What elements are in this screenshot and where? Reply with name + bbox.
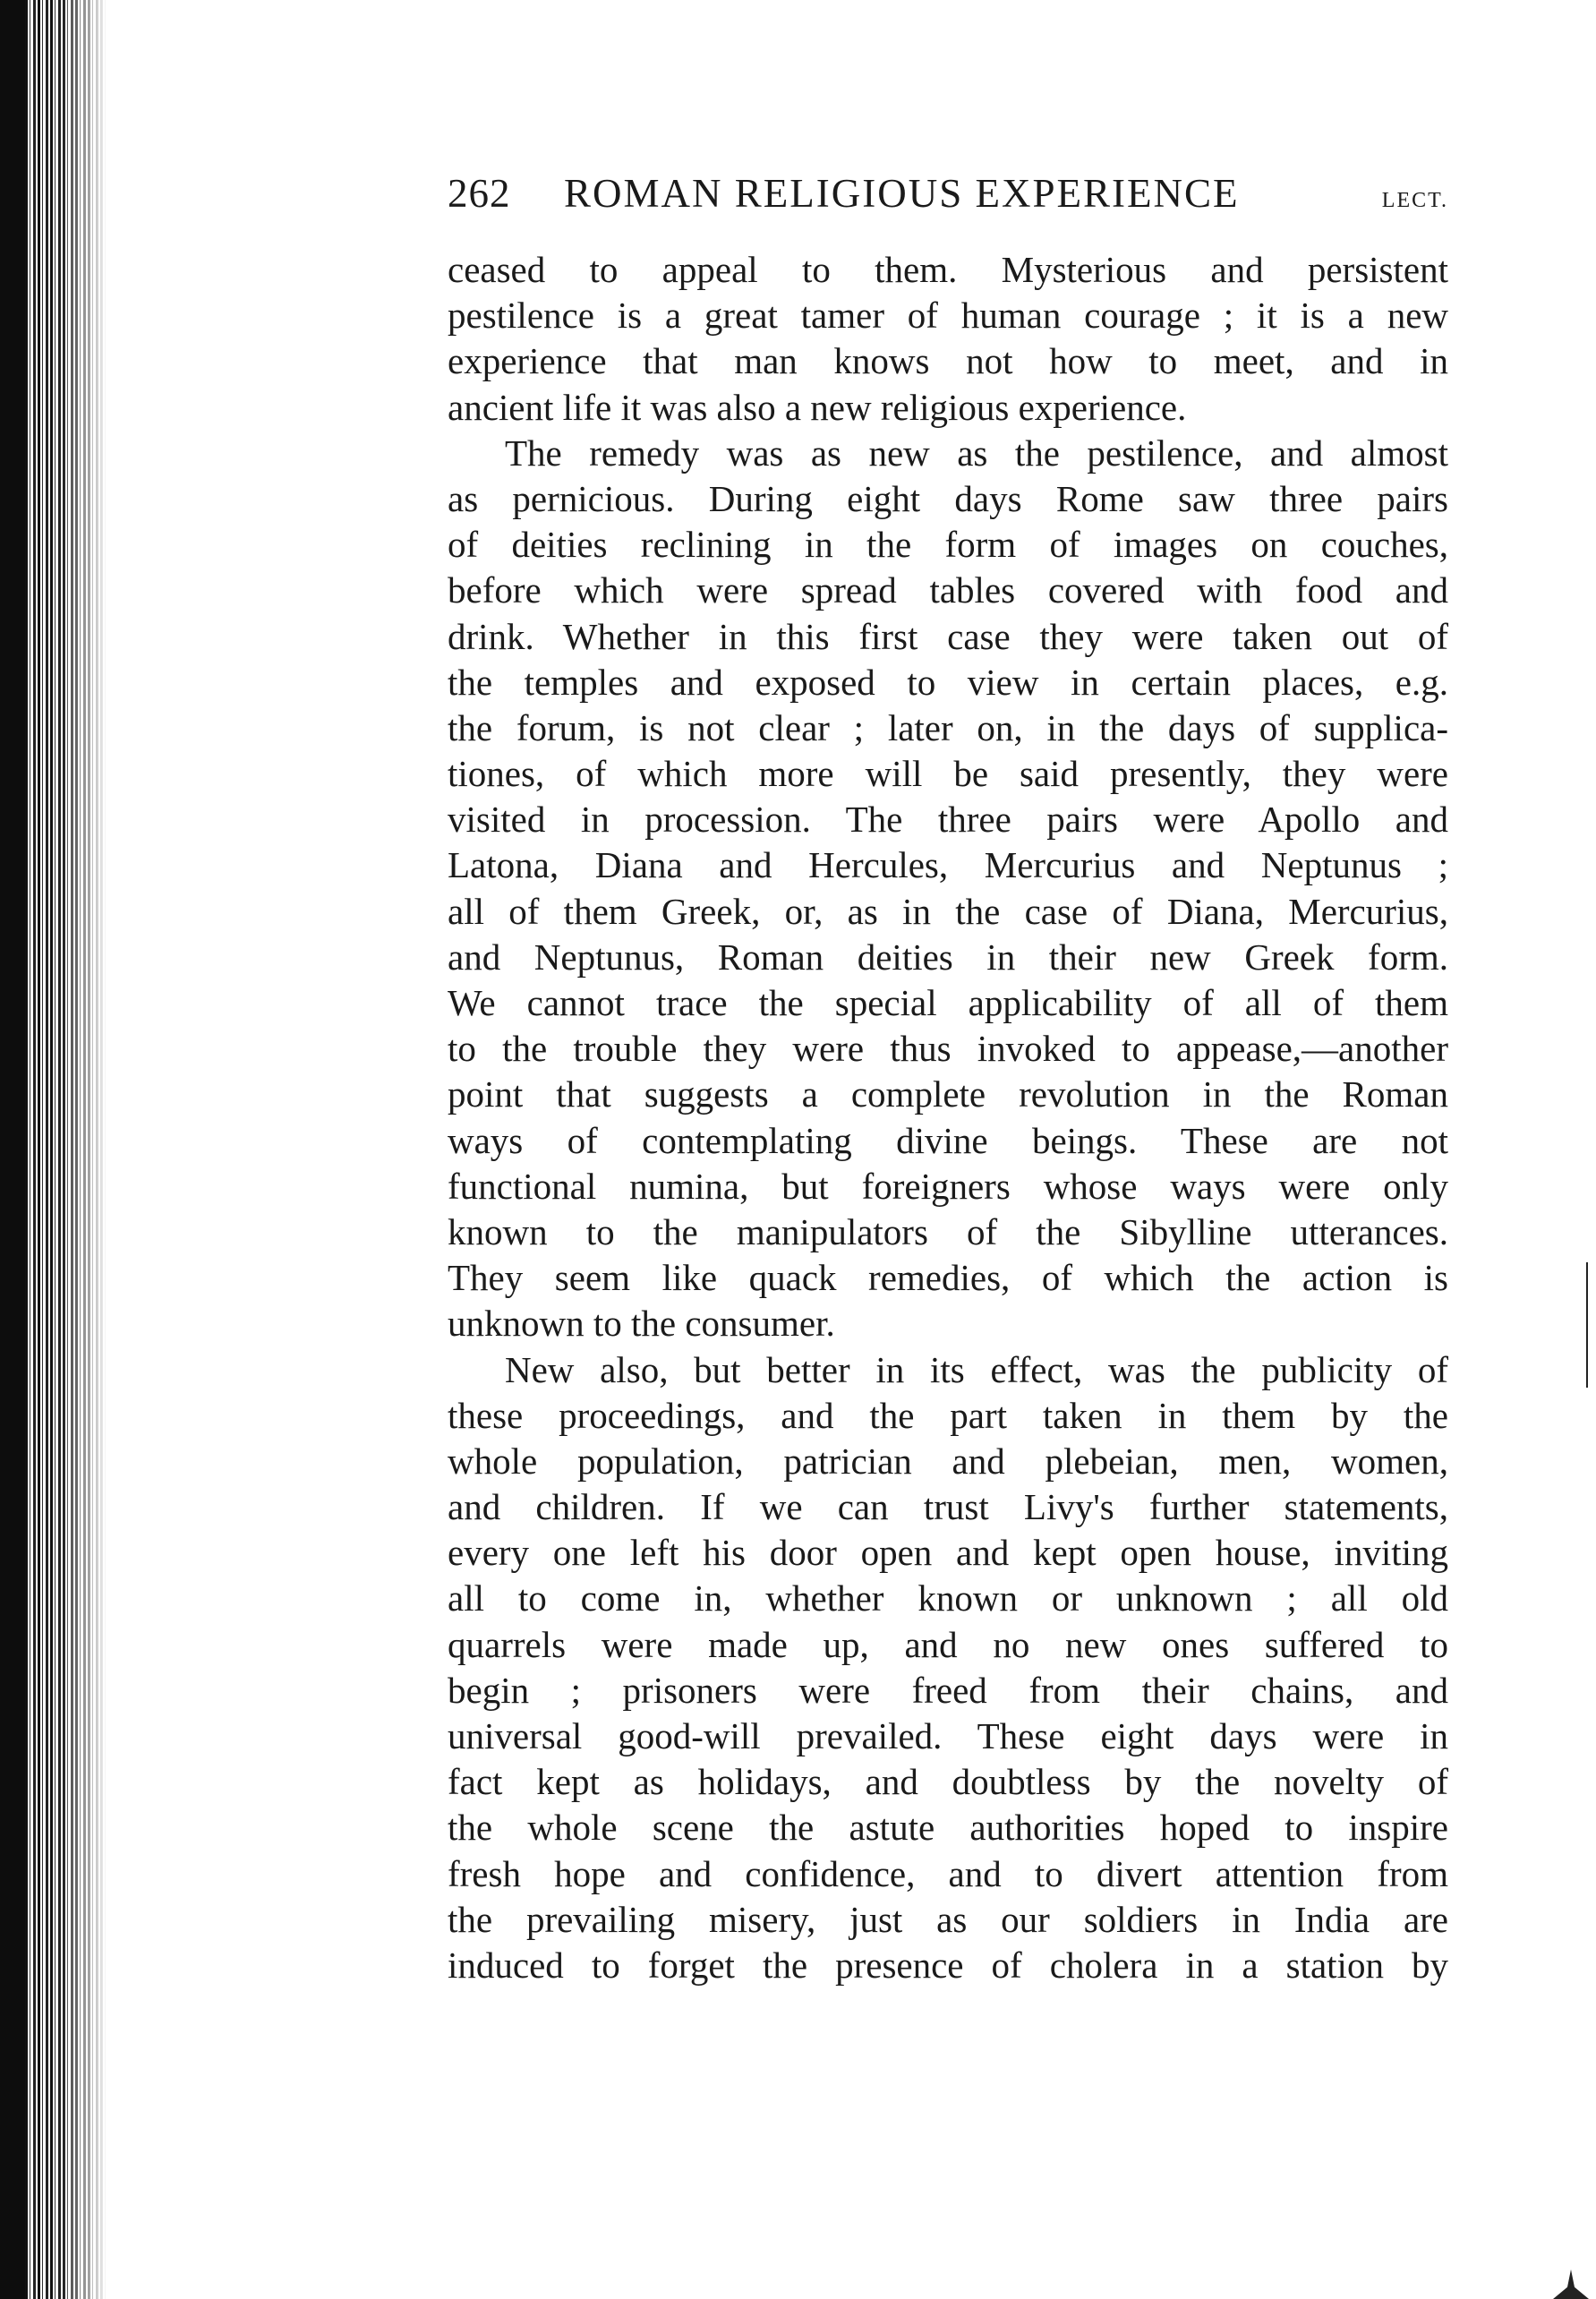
text-line: ceased to appeal to them. Mysterious and persistent <box>448 249 1448 290</box>
text-line: tiones, of which more will be said presently, they were <box>448 753 1448 795</box>
text-line: whole population, patrician and plebeian, men, women, <box>448 1440 1448 1482</box>
text-line: all of them Greek, or, as in the case of Diana, Mercurius, <box>448 890 1448 932</box>
running-head <box>448 170 1448 233</box>
text-line: Latona, Diana and Hercules, Mercurius and Neptunus ; <box>448 844 1448 886</box>
text-line: known to the manipulators of the Sibylline utterances. <box>448 1210 1448 1252</box>
binding-edge <box>0 0 25 2299</box>
scan-mark-corner <box>1553 2269 1589 2299</box>
text-line: the temples and exposed to view in certain places, e.g. <box>448 661 1448 703</box>
text-line: fact kept as holidays, and doubtless by the novelty of <box>448 1761 1448 1803</box>
text-line: They seem like quack remedies, of which the action is <box>448 1257 1448 1299</box>
body-text <box>448 247 1448 1988</box>
text-line: point that suggests a complete revolution in the Roman <box>448 1073 1448 1115</box>
text-line: the prevailing misery, just as our soldiers in India are <box>448 1898 1448 1940</box>
text-line: New also, but better in its effect, was the publicity of <box>505 1348 1448 1390</box>
text-line: and Neptunus, Roman deities in their new Greek form. <box>448 936 1448 978</box>
text-line: ancient life it was also a new religious experience. <box>448 386 1187 428</box>
text-line: functional numina, but foreigners whose ways were only <box>448 1165 1448 1207</box>
text-line: universal good-will prevailed. These eight days were in <box>448 1715 1448 1756</box>
running-title: ROMAN RELIGIOUS EXPERIENCE <box>564 171 1240 216</box>
text-line: as pernicious. During eight days Rome saw three pairs <box>448 477 1448 519</box>
text-line: We cannot trace the special applicability of all of them <box>448 982 1448 1023</box>
text-line: fresh hope and confidence, and to divert attention from <box>448 1852 1448 1894</box>
text-line: every one left his door open and kept open house, inviting <box>448 1532 1448 1574</box>
text-line: induced to forget the presence of cholera in a station by <box>448 1944 1448 1986</box>
text-line: The remedy was as new as the pestilence, and almost <box>505 432 1448 474</box>
text-line: unknown to the consumer. <box>448 1303 835 1345</box>
text-line: and children. If we can trust Livy's further statements, <box>448 1486 1448 1528</box>
text-line: to the trouble they were thus invoked to appease,—another <box>448 1028 1448 1070</box>
page-number: 262 <box>448 171 511 216</box>
text-line: pestilence is a great tamer of human courage ; it is a new <box>448 295 1448 337</box>
text-line: visited in procession. The three pairs were Apollo and <box>448 799 1448 841</box>
text-line: drink. Whether in this first case they were taken out of <box>448 615 1448 657</box>
book-page <box>448 170 1448 1988</box>
running-section: LECT. <box>1381 189 1448 212</box>
text-line: experience that man knows not how to meet, and in <box>448 340 1448 382</box>
text-line: all to come in, whether known or unknown ; all old <box>448 1577 1448 1620</box>
text-line: begin ; prisoners were freed from their chains, and <box>448 1669 1448 1711</box>
scan-mark-right <box>1586 1262 1588 1388</box>
text-line: the whole scene the astute authorities hoped to inspire <box>448 1807 1448 1849</box>
text-line: ways of contemplating divine beings. These are not <box>448 1119 1448 1161</box>
text-line: the forum, is not clear ; later on, in the days of supplica- <box>448 706 1448 748</box>
text-line: these proceedings, and the part taken in them by the <box>448 1394 1448 1436</box>
text-line: of deities reclining in the form of images on couches, <box>448 524 1448 566</box>
text-line: before which were spread tables covered with food and <box>448 569 1448 611</box>
text-line: quarrels were made up, and no new ones suffered to <box>448 1623 1448 1665</box>
